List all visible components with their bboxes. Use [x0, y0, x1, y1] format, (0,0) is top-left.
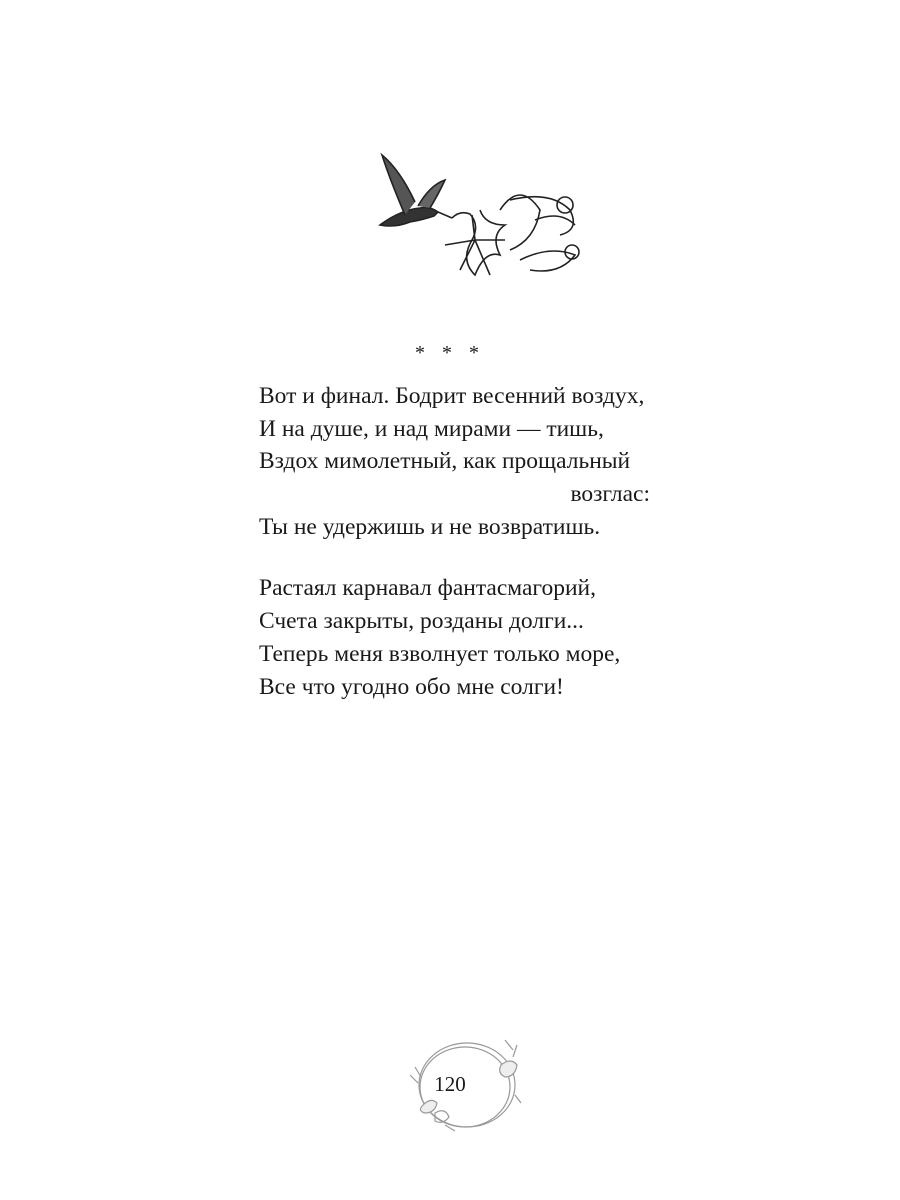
poem-line: Счета закрыты, розданы долги...: [259, 608, 584, 635]
poem-line: Вздох мимолетный, как прощальный: [259, 448, 631, 475]
poem-line: Вот и финал. Бодрит весенний воздух,: [259, 383, 645, 409]
poem-line: Теперь меня взволнует только море,: [259, 640, 621, 667]
section-separator: * * *: [415, 342, 485, 364]
poem: [259, 380, 650, 703]
poem-line: Ты не удержишь и не возвратишь.: [259, 513, 601, 540]
poem-line: Растаял карнавал фантасмагорий,: [259, 575, 596, 602]
page-number: 120: [434, 1072, 466, 1096]
poem-line-continuation: возглас:: [570, 481, 650, 508]
poem-line: Все что угодно обо мне солги!: [259, 673, 564, 700]
bird-and-flower-icon: [360, 140, 590, 300]
poem-line: И на душе, и над мирами — тишь,: [259, 415, 604, 442]
